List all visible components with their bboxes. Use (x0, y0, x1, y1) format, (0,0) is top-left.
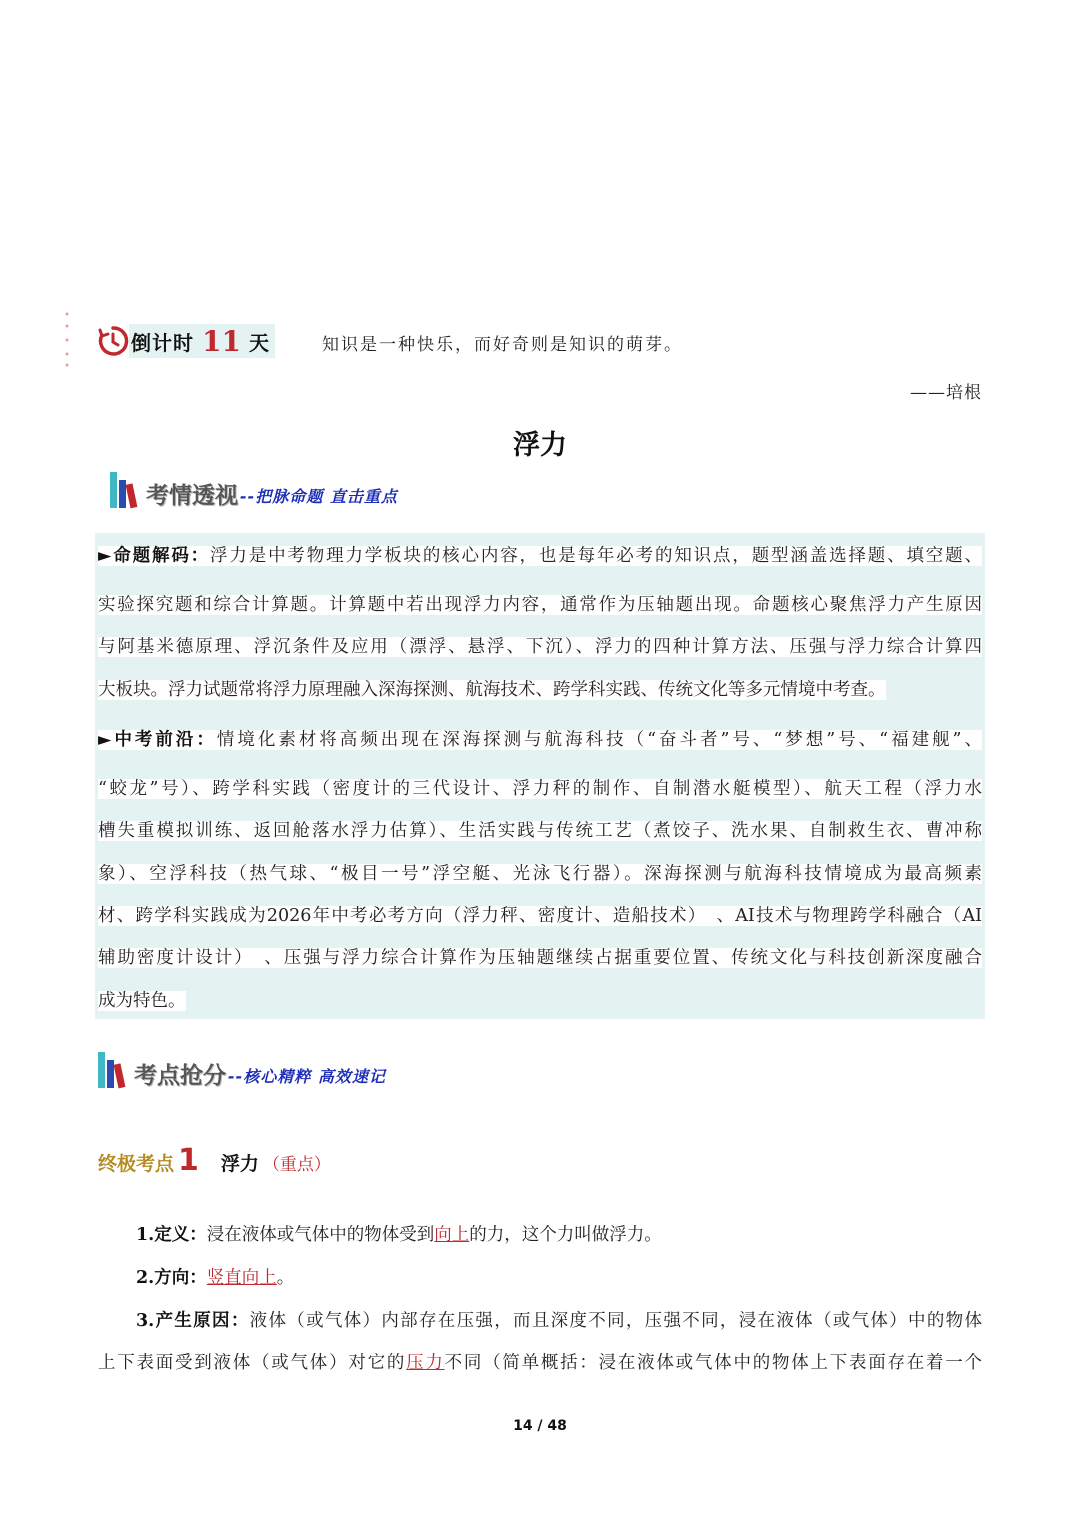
definition-line: 1.定义：浸在液体或气体中的物体受到向上的力，这个力叫做浮力。 (136, 1225, 662, 1245)
answer-blank: 向上 (434, 1225, 470, 1245)
page-number: 14 / 48 (513, 1418, 567, 1434)
exam-point-topic: 浮力 (220, 1153, 259, 1175)
decode-line-4: 大板块。浮力试题常将浮力原理融入深海探测、航海技术、跨学科实践、传统文化等多元情境中考查。 (98, 680, 886, 700)
exam-point-number: 1 (178, 1143, 199, 1178)
answer-blank: 压力 (406, 1353, 445, 1373)
decode-line-3: 与阿基米德原理、浮沉条件及应用（漂浮、悬浮、下沉）、浮力的四种计算方法、压强与浮力综合计算四 (98, 637, 982, 657)
countdown-days: 11 (202, 324, 241, 358)
frontier-line-7: 成为特色。 (98, 991, 186, 1011)
section-title: 考点抢分 (134, 1063, 226, 1089)
exam-point-tag: （重点） (262, 1155, 331, 1175)
page-title: 浮力 (513, 430, 567, 461)
clock-icon (97, 325, 129, 357)
quote-author: ——培根 (910, 383, 982, 403)
decode-line-2: 实验探究题和综合计算题。计算题中若出现浮力内容，通常作为压轴题出现。命题核心聚焦浮力产生原因 (98, 595, 982, 615)
decode-label: ►命题解码： (98, 546, 211, 566)
decode-line-1: ►命题解码：浮力是中考物理力学板块的核心内容，也是每年必考的知识点，题型涵盖选择题、填空题、 (98, 546, 982, 566)
quote-text: 知识是一种快乐，而好奇则是知识的萌芽。 (322, 335, 683, 355)
countdown-unit: 天 (248, 330, 269, 355)
section-subtitle: --核心精粹 高效速记 (228, 1067, 386, 1086)
countdown-banner (97, 322, 275, 360)
section-heading-analysis (108, 470, 398, 510)
frontier-line-1: ►中考前沿：情境化素材将高频出现在深海探测与航海科技（“奋斗者”号、“梦想”号、“福建舰”、 (98, 730, 982, 750)
exam-point-label: 终极考点 (98, 1153, 175, 1175)
section-heading-points (96, 1050, 386, 1090)
frontier-line-2: “蛟龙”号）、跨学科实践（密度计的三代设计、浮力秤的制作、自制潜水艇模型）、航天工程（浮力水 (98, 779, 982, 799)
frontier-line-5: 材、跨学科实践成为2026年中考必考方向（浮力秤、密度计、造船技术） 、AI技术与物理跨学科融合（AI (98, 906, 982, 926)
margin-decoration (62, 310, 72, 368)
frontier-line-6: 辅助密度计设计） 、压强与浮力综合计算作为压轴题继续占据重要位置、传统文化与科技创新深度融合 (98, 948, 982, 968)
direction-line: 2.方向：竖直向上。 (136, 1268, 295, 1288)
frontier-line-3: 槽失重模拟训练、返回舱落水浮力估算）、生活实践与传统工艺（煮饺子、洗水果、自制救生衣、曹冲称 (98, 821, 982, 841)
section-subtitle: --把脉命题 直击重点 (240, 487, 398, 506)
frontier-line-4: 象）、空浮科技（热气球、“极目一号”浮空艇、光泳飞行器）。深海探测与航海科技情境成为最高频素 (98, 864, 982, 884)
frontier-label: ►中考前沿： (98, 730, 217, 750)
books-icon (108, 470, 144, 510)
cause-line-2: 上下表面受到液体（或气体）对它的压力不同（简单概括：浸在液体或气体中的物体上下表面存在着一个 (98, 1353, 983, 1373)
answer-blank: 竖直向上 (206, 1268, 277, 1288)
countdown-label: 倒计时 (131, 330, 194, 355)
books-icon (96, 1050, 132, 1090)
section-title: 考情透视 (146, 483, 238, 509)
exam-point-heading (98, 1143, 331, 1178)
cause-line-1: 3.产生原因：液体（或气体）内部存在压强，而且深度不同，压强不同，浸在液体（或气体）中的物体 (136, 1311, 982, 1331)
